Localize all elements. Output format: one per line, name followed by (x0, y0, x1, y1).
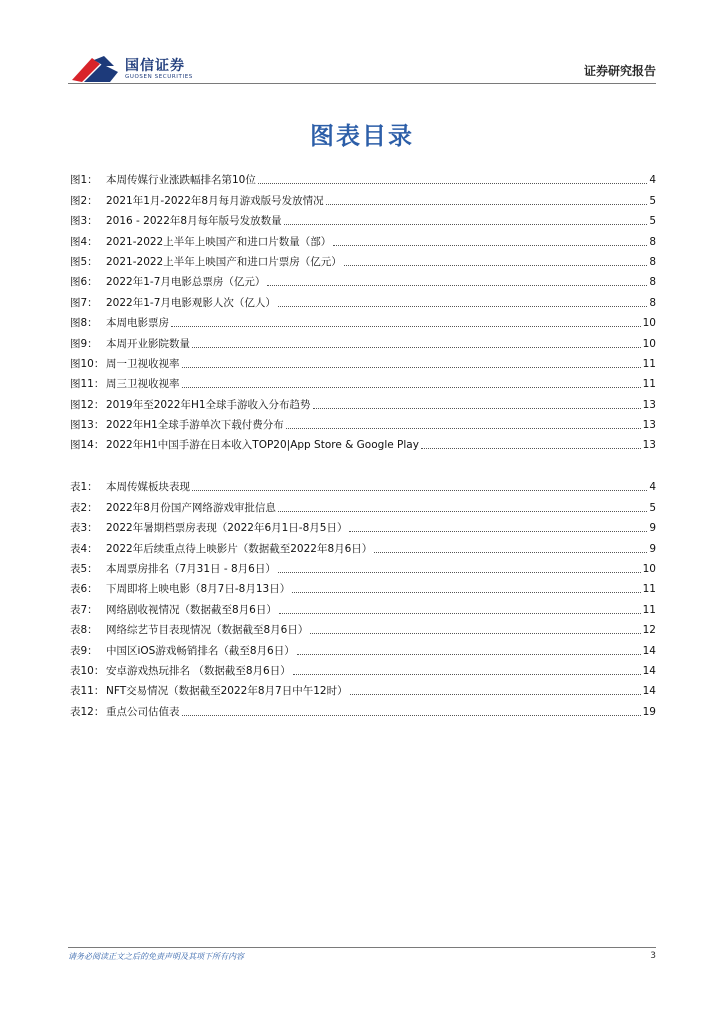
entry-label: 图13： (70, 419, 105, 432)
table-entry[interactable] (70, 535, 656, 555)
entry-title: 2021-2022上半年上映国产和进口片数量（部） (106, 235, 332, 248)
figure-entry[interactable] (70, 371, 656, 391)
entry-label: 表4： (70, 542, 98, 555)
entry-label: 表12： (70, 705, 105, 718)
figure-entry[interactable] (70, 351, 656, 371)
entry-page-number: 14 (642, 685, 656, 698)
entry-title: 2019年至2022年H1全球手游收入分布趋势 (106, 398, 311, 411)
entry-title: 2016 - 2022年8月每年版号发放数量 (106, 215, 282, 228)
entry-title: 安卓游戏热玩排名 （数据截至8月6日） (106, 664, 291, 677)
leader-dots (279, 613, 641, 614)
table-entry[interactable] (70, 576, 656, 596)
leader-dots (349, 531, 647, 532)
table-entry[interactable] (70, 556, 656, 576)
table-entry[interactable] (70, 596, 656, 616)
leader-dots (182, 367, 641, 368)
figure-entry[interactable] (70, 208, 656, 228)
entry-label: 表9： (70, 644, 98, 657)
entry-page-number: 19 (642, 705, 656, 718)
entry-page-number: 13 (642, 439, 656, 452)
company-name-en: GUOSEN SECURITIES (125, 74, 193, 80)
entry-title: 2022年暑期档票房表现（2022年6月1日-8月5日） (106, 522, 348, 535)
entry-title: 下周即将上映电影（8月7日-8月13日） (106, 583, 291, 596)
figure-entry[interactable] (70, 330, 656, 350)
leader-dots (278, 306, 647, 307)
entry-title: 周三卫视收视率 (106, 378, 180, 391)
company-name-cn: 国信证券 (125, 58, 185, 74)
leader-dots (421, 448, 641, 449)
entry-label: 表2： (70, 501, 98, 514)
entry-label: 图10： (70, 357, 105, 370)
entry-label: 图14： (70, 439, 105, 452)
table-entry[interactable] (70, 658, 656, 678)
leader-dots (286, 428, 641, 429)
entry-page-number: 10 (642, 562, 656, 575)
entry-page-number: 11 (642, 378, 656, 391)
entry-page-number: 13 (642, 419, 656, 432)
entry-page-number: 10 (642, 337, 656, 350)
entry-title: 网络综艺节目表现情况（数据截至8月6日） (106, 624, 309, 637)
figure-entry[interactable] (70, 187, 656, 207)
leader-dots (171, 326, 641, 327)
figure-entry[interactable] (70, 391, 656, 411)
toc-title: 图表目录 (310, 122, 414, 150)
entry-title: 2022年8月份国产网络游戏审批信息 (106, 501, 276, 514)
figure-entry[interactable] (70, 228, 656, 248)
disclaimer-note: 请务必阅读正文之后的免责声明及其项下所有内容 (68, 952, 244, 961)
leader-dots (310, 633, 640, 634)
entry-page-number: 14 (642, 644, 656, 657)
entry-page-number: 8 (649, 276, 656, 289)
leader-dots (182, 715, 641, 716)
leader-dots (284, 224, 648, 225)
entry-title: 本周传媒行业涨跌幅排名第10位 (106, 174, 256, 187)
entry-label: 图1： (70, 174, 98, 187)
entry-title: 网络剧收视情况（数据截至8月6日） (106, 603, 277, 616)
footer-divider (68, 947, 656, 948)
entry-page-number: 11 (642, 603, 656, 616)
entry-title: 2022年1-7月电影观影人次（亿人） (106, 296, 276, 309)
entry-page-number: 12 (642, 624, 656, 637)
guosen-logo-icon (70, 54, 120, 84)
entry-page-number: 4 (649, 174, 656, 187)
document-type: 证券研究报告 (583, 64, 656, 78)
table-list (70, 474, 656, 719)
leader-dots (350, 694, 641, 695)
entry-title: 2022年1-7月电影总票房（亿元） (106, 276, 266, 289)
entry-page-number: 10 (642, 317, 656, 330)
entry-title: 本周传媒板块表现 (106, 481, 190, 494)
entry-label: 表10： (70, 664, 105, 677)
table-entry[interactable] (70, 474, 656, 494)
table-entry[interactable] (70, 678, 656, 698)
entry-label: 表3： (70, 522, 98, 535)
entry-title: 重点公司估值表 (106, 705, 180, 718)
entry-title: NFT交易情况（数据截至2022年8月7日中午12时） (106, 685, 348, 698)
entry-label: 表11： (70, 685, 105, 698)
table-entry[interactable] (70, 637, 656, 657)
entry-page-number: 9 (649, 522, 656, 535)
entry-label: 表6： (70, 583, 98, 596)
header-divider (68, 83, 656, 84)
leader-dots (326, 204, 648, 205)
figure-entry[interactable] (70, 289, 656, 309)
entry-page-number: 8 (649, 255, 656, 268)
entry-page-number: 5 (649, 501, 656, 514)
entry-label: 图3： (70, 215, 98, 228)
leader-dots (278, 572, 641, 573)
figure-entry[interactable] (70, 249, 656, 269)
entry-page-number: 8 (649, 296, 656, 309)
page-header (0, 0, 724, 90)
entry-title: 周一卫视收视率 (106, 357, 180, 370)
entry-title: 2022年H1全球手游单次下载付费分布 (106, 419, 284, 432)
entry-title: 2021-2022上半年上映国产和进口片票房（亿元） (106, 255, 342, 268)
leader-dots (292, 592, 640, 593)
entry-label: 表7： (70, 603, 98, 616)
figure-list (70, 167, 656, 452)
entry-label: 图7： (70, 296, 98, 309)
entry-page-number: 14 (642, 664, 656, 677)
leader-dots (313, 408, 641, 409)
entry-title: 2022年H1中国手游在日本收入TOP20|App Store & Google Play (106, 439, 419, 452)
entry-label: 表1： (70, 481, 98, 494)
leader-dots (182, 387, 641, 388)
entry-page-number: 5 (649, 215, 656, 228)
entry-page-number: 5 (649, 194, 656, 207)
entry-label: 图4： (70, 235, 98, 248)
table-entry[interactable] (70, 617, 656, 637)
entry-page-number: 11 (642, 357, 656, 370)
entry-title: 2021年1月-2022年8月每月游戏版号发放情况 (106, 194, 324, 207)
figure-entry[interactable] (70, 167, 656, 187)
entry-title: 本周电影票房 (106, 317, 169, 330)
entry-page-number: 13 (642, 398, 656, 411)
entry-label: 图12： (70, 398, 105, 411)
figure-entry[interactable] (70, 310, 656, 330)
leader-dots (258, 183, 647, 184)
figure-entry[interactable] (70, 412, 656, 432)
entry-page-number: 11 (642, 583, 656, 596)
figure-entry[interactable] (70, 432, 656, 452)
entry-label: 图9： (70, 337, 98, 350)
leader-dots (267, 285, 647, 286)
entry-label: 图5： (70, 255, 98, 268)
entry-label: 图2： (70, 194, 98, 207)
entry-label: 表8： (70, 624, 98, 637)
leader-dots (278, 511, 647, 512)
leader-dots (333, 245, 647, 246)
entry-title: 本周票房排名（7月31日 - 8月6日） (106, 562, 276, 575)
leader-dots (374, 552, 647, 553)
table-entry[interactable] (70, 515, 656, 535)
entry-page-number: 4 (649, 481, 656, 494)
entry-label: 图8： (70, 317, 98, 330)
leader-dots (297, 654, 641, 655)
entry-title: 本周开业影院数量 (106, 337, 190, 350)
entry-title: 2022年后续重点待上映影片（数据截至2022年8月6日） (106, 542, 373, 555)
table-entry[interactable] (70, 494, 656, 514)
entry-label: 图11： (70, 378, 105, 391)
figure-entry[interactable] (70, 269, 656, 289)
entry-title: 中国区iOS游戏畅销排名（截至8月6日） (106, 644, 295, 657)
entry-page-number: 9 (649, 542, 656, 555)
table-entry[interactable] (70, 698, 656, 718)
leader-dots (293, 674, 641, 675)
page-number: 3 (650, 951, 656, 961)
entry-label: 图6： (70, 276, 98, 289)
leader-dots (192, 490, 647, 491)
entry-page-number: 8 (649, 235, 656, 248)
entry-label: 表5： (70, 562, 98, 575)
leader-dots (192, 347, 641, 348)
leader-dots (344, 265, 648, 266)
